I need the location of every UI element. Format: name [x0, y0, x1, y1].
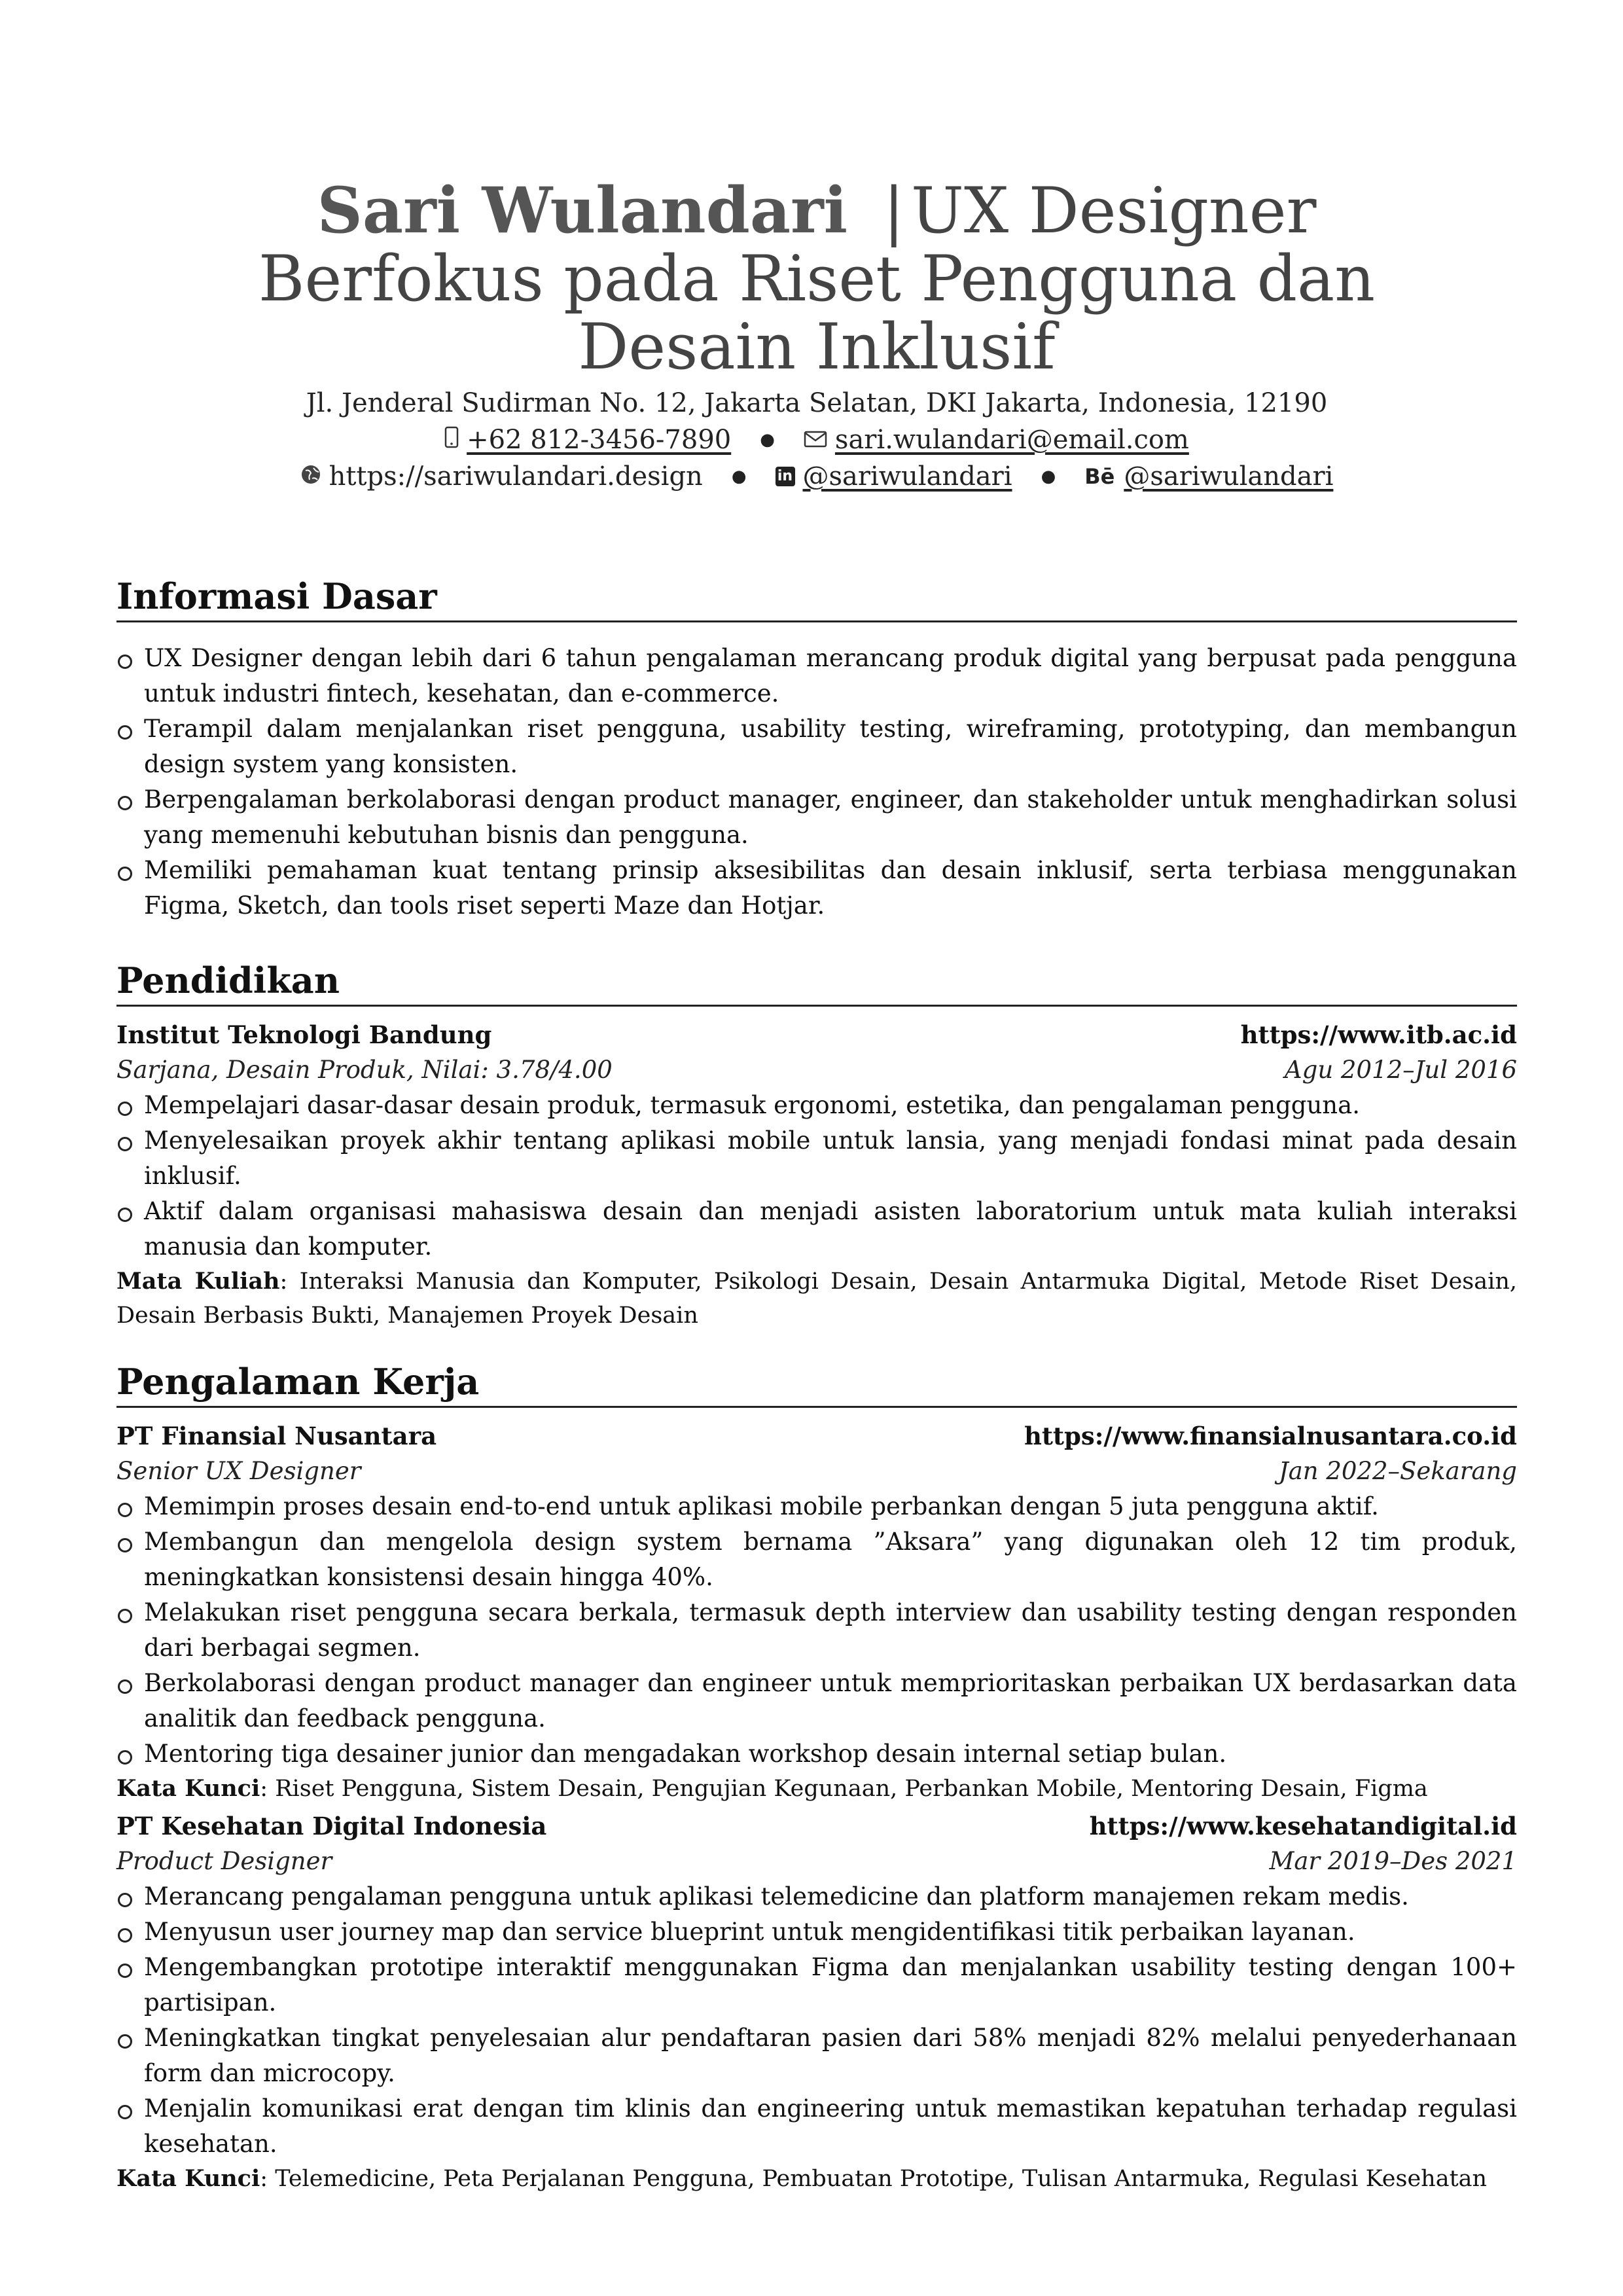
- summary-section: [116, 573, 1517, 924]
- list-item: Menyusun user journey map dan service blueprint untuk mengidentifikasi titik perbaikan layanan.: [116, 1914, 1517, 1950]
- keywords-label: Kata Kunci: [116, 2165, 260, 2192]
- list-item: Meningkatkan tingkat penyelesaian alur pendaftaran pasien dari 58% menjadi 82% melalui penyederhanaan form dan microcopy.: [116, 2020, 1517, 2091]
- company-name: PT Finansial Nusantara: [116, 1422, 437, 1450]
- list-item: Memiliki pemahaman kuat tentang prinsip aksesibilitas dan desain inklusif, serta terbiasa menggunakan Figma, Sketch, dan tools riset seperti Maze dan Hotjar.: [116, 853, 1517, 924]
- separator-dot: ●: [760, 430, 775, 450]
- person-name: Sari Wulandari: [317, 173, 848, 247]
- courses-line: [116, 1265, 1517, 1333]
- phone-contact[interactable]: [444, 422, 731, 458]
- resume-header: [116, 173, 1517, 495]
- contact-row-1: [116, 422, 1517, 458]
- keywords-label: Kata Kunci: [116, 1775, 260, 1802]
- courses-text: : Interaksi Manusia dan Komputer, Psikologi Desain, Desain Antarmuka Digital, Metode Riset Desain, Desain Berbasis Bukti, Manajemen Proyek Desain: [116, 1268, 1517, 1329]
- institution-url[interactable]: https://www.itb.ac.id: [1240, 1020, 1517, 1049]
- title-line-3: [116, 310, 1517, 384]
- keywords-line: [116, 1772, 1517, 1806]
- list-item: Membangun dan mengelola design system bernama ”Aksara” yang digunakan oleh 12 tim produk, meningkatkan konsistensi desain hingga 40%.: [116, 1524, 1517, 1595]
- keywords-text: : Riset Pengguna, Sistem Desain, Pengujian Kegunaan, Perbankan Mobile, Mentoring Desain, Figma: [260, 1776, 1428, 1802]
- company-url[interactable]: https://www.kesehatandigital.id: [1089, 1812, 1517, 1840]
- list-item: Berkolaborasi dengan product manager dan engineer untuk memprioritaskan perbaikan UX berdasarkan data analitik dan feedback pengguna.: [116, 1666, 1517, 1736]
- title-line-2: [116, 242, 1517, 315]
- education-section: [116, 958, 1517, 1333]
- tagline-line-2: Desain Inklusif: [578, 310, 1056, 384]
- job-dates: Jan 2022–Sekarang: [1278, 1457, 1517, 1485]
- job-dates: Mar 2019–Des 2021: [1269, 1847, 1517, 1875]
- job-header-row: [116, 1808, 1517, 1844]
- linkedin-link[interactable]: @sariwulandari: [802, 461, 1012, 492]
- behance-contact[interactable]: [1084, 458, 1333, 495]
- list-item: Menjalin komunikasi erat dengan tim klinis dan engineering untuk memastikan kepatuhan terhadap regulasi kesehatan.: [116, 2091, 1517, 2162]
- job-entry: [116, 1808, 1517, 2196]
- phone-link[interactable]: +62 812-3456-7890: [467, 425, 732, 455]
- job-header-row: [116, 1418, 1517, 1454]
- list-item: Mempelajari dasar-dasar desain produk, termasuk ergonomi, estetika, dan pengalaman pengguna.: [116, 1088, 1517, 1123]
- list-item: Melakukan riset pengguna secara berkala, termasuk depth interview dan usability testing dengan responden dari berbagai segmen.: [116, 1595, 1517, 1666]
- resume-content: [116, 173, 1517, 2196]
- mail-icon: [804, 422, 827, 458]
- job-detail-row: [116, 1454, 1517, 1489]
- degree: Sarjana, Desain Produk, Nilai: 3.78/4.00: [116, 1056, 613, 1084]
- list-item: Memimpin proses desain end-to-end untuk aplikasi mobile perbankan dengan 5 juta pengguna aktif.: [116, 1489, 1517, 1524]
- list-item: Aktif dalam organisasi mahasiswa desain dan menjadi asisten laboratorium untuk mata kuliah interaksi manusia dan komputer.: [116, 1194, 1517, 1265]
- linkedin-icon: in: [776, 467, 795, 486]
- courses-label: Mata Kuliah: [116, 1268, 280, 1295]
- job-role: Senior UX Designer: [116, 1457, 361, 1485]
- experience-section: [116, 1359, 1517, 2196]
- education-detail-row: [116, 1052, 1517, 1088]
- email-link[interactable]: sari.wulandari@email.com: [834, 425, 1189, 455]
- summary-list: [116, 641, 1517, 924]
- section-heading: Informasi Dasar: [116, 573, 1517, 622]
- education-list: [116, 1088, 1517, 1265]
- education-dates: Agu 2012–Jul 2016: [1284, 1056, 1517, 1084]
- behance-icon: Bē: [1084, 464, 1115, 489]
- job-list: [116, 1879, 1517, 2162]
- behance-link[interactable]: @sariwulandari: [1124, 461, 1334, 492]
- section-heading: Pendidikan: [116, 958, 1517, 1007]
- address: Jl. Jenderal Sudirman No. 12, Jakarta Selatan, DKI Jakarta, Indonesia, 12190: [306, 388, 1328, 418]
- job-list: [116, 1489, 1517, 1772]
- job-title: UX Designer: [910, 174, 1317, 247]
- list-item: Terampil dalam menjalankan riset pengguna, usability testing, wireframing, prototyping, dan membangun design system yang konsisten.: [116, 711, 1517, 782]
- email-contact[interactable]: [804, 422, 1189, 458]
- company-url[interactable]: https://www.finansialnusantara.co.id: [1024, 1422, 1517, 1450]
- job-detail-row: [116, 1844, 1517, 1879]
- company-name: PT Kesehatan Digital Indonesia: [116, 1812, 547, 1840]
- list-item: Mengembangkan prototipe interaktif menggunakan Figma dan menjalankan usability testing dengan 100+ partisipan.: [116, 1950, 1517, 2020]
- separator-dot: ●: [731, 467, 747, 486]
- job-role: Product Designer: [116, 1847, 332, 1875]
- globe-icon: [300, 458, 321, 495]
- job-entry: [116, 1418, 1517, 1806]
- section-heading: Pengalaman Kerja: [116, 1359, 1517, 1408]
- keywords-text: : Telemedicine, Peta Perjalanan Pengguna, Pembuatan Prototipe, Tulisan Antarmuka, Regulasi Kesehatan: [260, 2166, 1488, 2192]
- name-title-line: [116, 173, 1517, 247]
- list-item: Menyelesaikan proyek akhir tentang aplikasi mobile untuk lansia, yang menjadi fondasi minat pada desain inklusif.: [116, 1123, 1517, 1194]
- list-item: UX Designer dengan lebih dari 6 tahun pengalaman merancang produk digital yang berpusat pada pengguna untuk industri fintech, kesehatan, dan e-commerce.: [116, 641, 1517, 711]
- tagline-line-1: Berfokus pada Riset Pengguna dan: [258, 242, 1376, 315]
- title-separator: |: [883, 174, 904, 247]
- list-item: Merancang pengalaman pengguna untuk aplikasi telemedicine dan platform manajemen rekam medis.: [116, 1879, 1517, 1914]
- institution-name: Institut Teknologi Bandung: [116, 1020, 492, 1049]
- education-header-row: [116, 1017, 1517, 1052]
- keywords-line: [116, 2162, 1517, 2196]
- website-link[interactable]: https://sariwulandari.design: [329, 461, 703, 492]
- website-contact[interactable]: [300, 458, 703, 495]
- contact-row-2: [116, 458, 1517, 495]
- phone-icon: [444, 422, 459, 458]
- separator-dot: ●: [1041, 467, 1056, 486]
- linkedin-contact[interactable]: [776, 458, 1012, 495]
- list-item: Berpengalaman berkolaborasi dengan product manager, engineer, dan stakeholder untuk menghadirkan solusi yang memenuhi kebutuhan bisnis dan pengguna.: [116, 782, 1517, 853]
- list-item: Mentoring tiga desainer junior dan mengadakan workshop desain internal setiap bulan.: [116, 1736, 1517, 1772]
